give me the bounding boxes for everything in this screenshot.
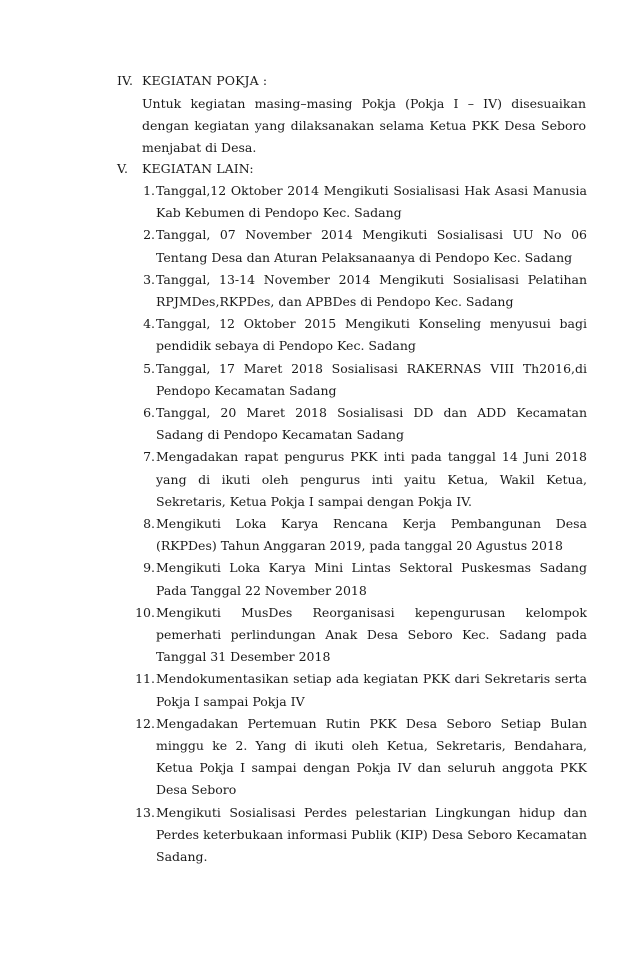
list-item-text: Tanggal, 13-14 November 2014 Mengikuti Sosialisasi Pelatihan RPJMDes,RKPDes, dan APBDes di Pendopo Kec. Sadang <box>156 271 587 310</box>
section-v-heading <box>117 158 254 180</box>
list-item <box>130 269 587 313</box>
section-v-number: V. <box>117 161 129 176</box>
list-item-text: Mengadakan rapat pengurus PKK inti pada tanggal 14 Juni 2018 yang di ikuti oleh pengurus inti yaitu Ketua, Wakil Ketua, Sekretaris, Ketua Pokja I sampai dengan Pokja IV. <box>156 449 587 509</box>
list-item <box>130 668 587 712</box>
section-iv-number: IV. <box>117 73 134 88</box>
list-item <box>130 802 587 869</box>
list-item-text: Tanggal, 12 Oktober 2015 Mengikuti Konseling menyusui bagi pendidik sebaya di Pendopo Kec. Sadang <box>156 316 587 354</box>
list-item <box>130 358 587 402</box>
list-item <box>130 513 587 557</box>
list-item-number: 6. <box>143 405 155 421</box>
list-item-number: 7. <box>143 449 155 465</box>
list-item-text: Tanggal,12 Oktober 2014 Mengikuti Sosialisasi Hak Asasi Manusia Kab Kebumen di Pendopo Kec. Sadang <box>156 183 587 221</box>
list-item-number: 9. <box>143 560 155 576</box>
list-item-text: Tanggal, 17 Maret 2018 Sosialisasi RAKERNAS VIII Th2016,di Pendopo Kecamatan Sadang <box>156 360 587 398</box>
list-item-number: 8. <box>143 516 155 532</box>
list-item-number: 4. <box>143 316 155 332</box>
list-item <box>130 224 587 268</box>
section-v-title: KEGIATAN LAIN: <box>142 161 254 176</box>
list-item <box>130 713 587 802</box>
list-item-number: 13. <box>135 804 155 820</box>
list-item-text: Mendokumentasikan setiap ada kegiatan PKK dari Sekretaris serta Pokja I sampai Pokja IV <box>156 671 587 709</box>
list-item <box>130 602 587 669</box>
list-item <box>130 402 587 446</box>
list-item <box>130 180 587 224</box>
list-item-number: 2. <box>143 227 155 243</box>
list-item-number: 1. <box>143 183 155 198</box>
section-iv-title: KEGIATAN POKJA : <box>142 73 268 88</box>
list-item-number: 10. <box>135 604 155 620</box>
list-item-text: Mengikuti Sosialisasi Perdes pelestarian Lingkungan hidup dan Perdes keterbukaan informasi Publik (KIP) Desa Seboro Kecamatan Sadang. <box>156 804 587 865</box>
list-item-number: 5. <box>143 360 155 376</box>
list-item-text: Mengikuti MusDes Reorganisasi kepengurusan kelompok pemerhati perlindungan Anak Desa Seboro Kec. Sadang pada Tanggal 31 Desember 2018 <box>156 604 587 665</box>
list-item <box>130 557 587 601</box>
list-item-text: Tanggal, 07 November 2014 Mengikuti Sosialisasi UU No 06 Tentang Desa dan Aturan Pelaksanaanya di Pendopo Kec. Sadang <box>156 227 587 265</box>
section-iv-heading <box>117 70 267 92</box>
list-item-number: 3. <box>143 271 155 287</box>
list-item <box>130 313 587 357</box>
list-item-text: Mengikuti Loka Karya Rencana Kerja Pembangunan Desa (RKPDes) Tahun Anggaran 2019, pada tanggal 20 Agustus 2018 <box>156 516 587 554</box>
list-item-text: Tanggal, 20 Maret 2018 Sosialisasi DD dan ADD Kecamatan Sadang di Pendopo Kecamatan Sadang <box>156 405 587 443</box>
section-iv-paragraph: Untuk kegiatan masing–masing Pokja (Pokja I – IV) disesuaikan dengan kegiatan yang dilaksanakan selama Ketua PKK Desa Seboro menjabat di Desa. <box>142 96 586 156</box>
list-item-number: 12. <box>135 715 155 731</box>
list-item-number: 11. <box>135 671 155 687</box>
list-item-text: Mengikuti Loka Karya Mini Lintas Sektoral Puskesmas Sadang Pada Tanggal 22 November 2018 <box>156 560 587 598</box>
activity-list <box>130 180 587 868</box>
list-item-text: Mengadakan Pertemuan Rutin PKK Desa Seboro Setiap Bulan minggu ke 2. Yang di ikuti oleh Ketua, Sekretaris, Bendahara, Ketua Pokja I sampai dengan Pokja IV dan seluruh anggota PKK Desa Seboro <box>156 715 587 798</box>
list-item <box>130 446 587 513</box>
